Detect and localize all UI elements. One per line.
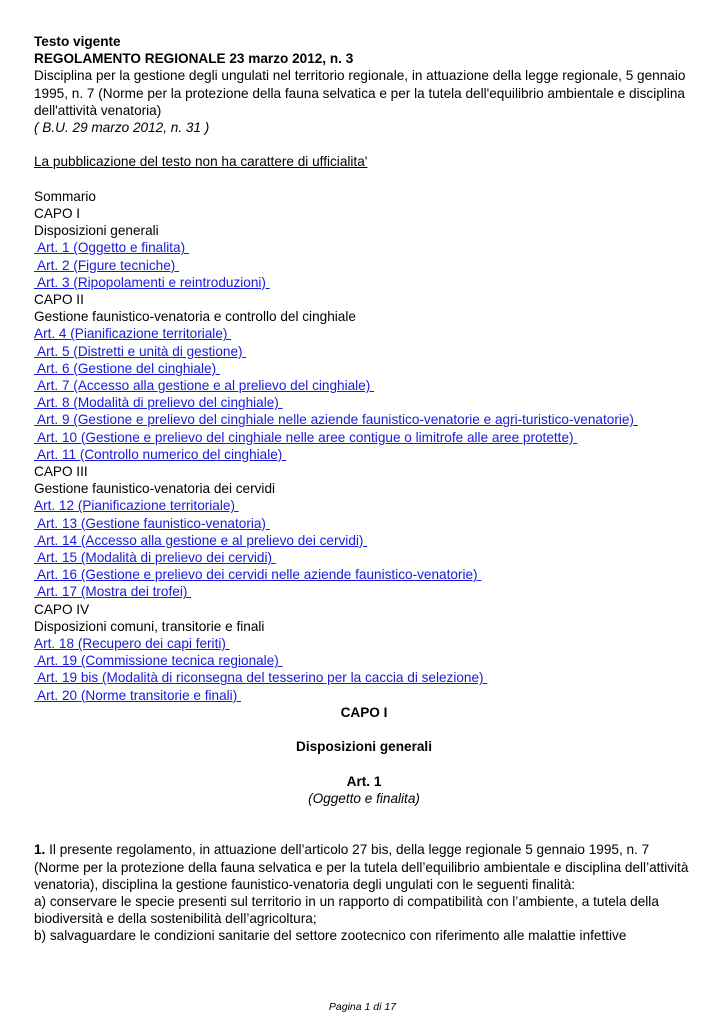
toc-link-art-14[interactable]: Art. 14 (Accesso alla gestione e al prelievo dei cervidi) [34,532,368,548]
toc-link-art-20[interactable]: Art. 20 (Norme transitorie e finali) [34,687,241,703]
toc-link-art-19[interactable]: Art. 19 (Commissione tecnica regionale) [34,653,283,669]
toc-capo-title: Gestione faunistico-venatoria e controllo del cinghiale [34,309,356,325]
document-page [34,33,694,945]
toc-link-art-5[interactable]: Art. 5 (Distretti e unità di gestione) [34,343,247,359]
toc-link-art-19-bis[interactable]: Art. 19 bis (Modalità di riconsegna del tesserino per la caccia di selezione) [34,670,488,686]
toc-link-art-2[interactable]: Art. 2 (Figure tecniche) [34,257,180,273]
article-title: (Oggetto e finalita) [308,790,420,806]
paragraph-text: Il presente regolamento, in attuazione dell’articolo 27 bis, della legge regionale 5 gennaio 1995, n. 7 (Norme per la protezione della fauna selvatica e per la tutela dell’equilibrio ambientale e disciplina dell’attività venatoria), disciplina la gestione faunistico-venatoria degli ungulati con le seguenti finalità: [34,842,689,892]
toc-link-art-7[interactable]: Art. 7 (Accesso alla gestione e al prelievo del cinghiale) [34,378,375,394]
toc-link-art-8[interactable]: Art. 8 (Modalità di prelievo del cinghiale) [34,395,283,411]
toc-link-art-6[interactable]: Art. 6 (Gestione del cinghiale) [34,360,220,376]
toc-link-art-3[interactable]: Art. 3 (Ripopolamenti e reintroduzioni) [34,274,270,290]
toc-link-art-13[interactable]: Art. 13 (Gestione faunistico-venatoria) [34,515,270,531]
toc-link-art-11[interactable]: Art. 11 (Controllo numerico del cinghiale) [34,446,287,462]
toc-link-art-16[interactable]: Art. 16 (Gestione e prelievo dei cervidi nelle aziende faunistico-venatorie) [34,567,482,583]
toc-link-art-9[interactable]: Art. 9 (Gestione e prelievo del cinghiale nelle aziende faunistico-venatorie e agri-turistico-venatorie) [34,412,638,428]
official-notice: La pubblicazione del testo non ha carattere di ufficialita' [34,154,368,170]
regulation-title: REGOLAMENTO REGIONALE 23 marzo 2012, n. 3 [34,51,354,67]
toc-link-art-17[interactable]: Art. 17 (Mostra dei trofei) [34,584,192,600]
toc-link-art-15[interactable]: Art. 15 (Modalità di prelievo dei cervidi) [34,550,276,566]
spacer [34,755,694,772]
toc-capo-heading: CAPO I [34,206,81,221]
list-item: b) salvaguardare le condizioni sanitarie del settore zootecnico con riferimento alle malattie infettive [34,928,627,944]
toc-link-art-12[interactable]: Art. 12 (Pianificazione territoriale) [34,498,239,514]
spacer [34,807,694,824]
capo-heading: CAPO I [340,704,388,720]
article-heading: Art. 1 [346,773,382,789]
paragraph-number: 1. [34,842,46,858]
toc-capo-title: Gestione faunistico-venatoria dei cervidi [34,481,276,497]
spacer [34,171,694,188]
toc-link-art-18[interactable]: Art. 18 (Recupero dei capi feriti) [34,636,230,652]
toc-capo-heading: CAPO II [34,292,84,308]
toc-capo-title: Disposizioni comuni, transitorie e finali [34,618,265,634]
table-of-contents [34,188,694,704]
toc-link-art-10[interactable]: Art. 10 (Gestione e prelievo del cinghiale nelle aree contigue o limitrofe alle aree protette) [34,429,578,445]
regulation-description: Disciplina per la gestione degli ungulati nel territorio regionale, in attuazione della legge regionale, 5 gennaio 1995, n. 7 (Norme per la protezione della fauna selvatica e per la tutela dell'equilibrio ambientale e disciplina dell'attività venatoria) [34,68,686,118]
spacer [34,136,694,153]
bulletin-reference: ( B.U. 29 marzo 2012, n. 31 ) [34,120,210,136]
toc-capo-title: Disposizioni generali [34,223,159,239]
status-label: Testo vigente [34,34,121,49]
article-paragraph [34,841,694,893]
toc-link-art-1[interactable]: Art. 1 (Oggetto e finalita) [34,240,189,256]
toc-link-art-4[interactable]: Art. 4 (Pianificazione territoriale) [34,326,232,342]
spacer [34,824,694,841]
capo-title: Disposizioni generali [296,739,432,755]
list-item: a) conservare le specie presenti sul territorio in un rapporto di compatibilità con l’ambiente, a tutela della biodiversità e della sostenibilità dell’agricoltura; [34,894,659,927]
toc-capo-heading: CAPO IV [34,601,90,617]
summary-label: Sommario [34,188,96,204]
page-number: Pagina 1 di 17 [328,1001,397,1013]
spacer [34,721,694,738]
toc-capo-heading: CAPO III [34,464,88,480]
